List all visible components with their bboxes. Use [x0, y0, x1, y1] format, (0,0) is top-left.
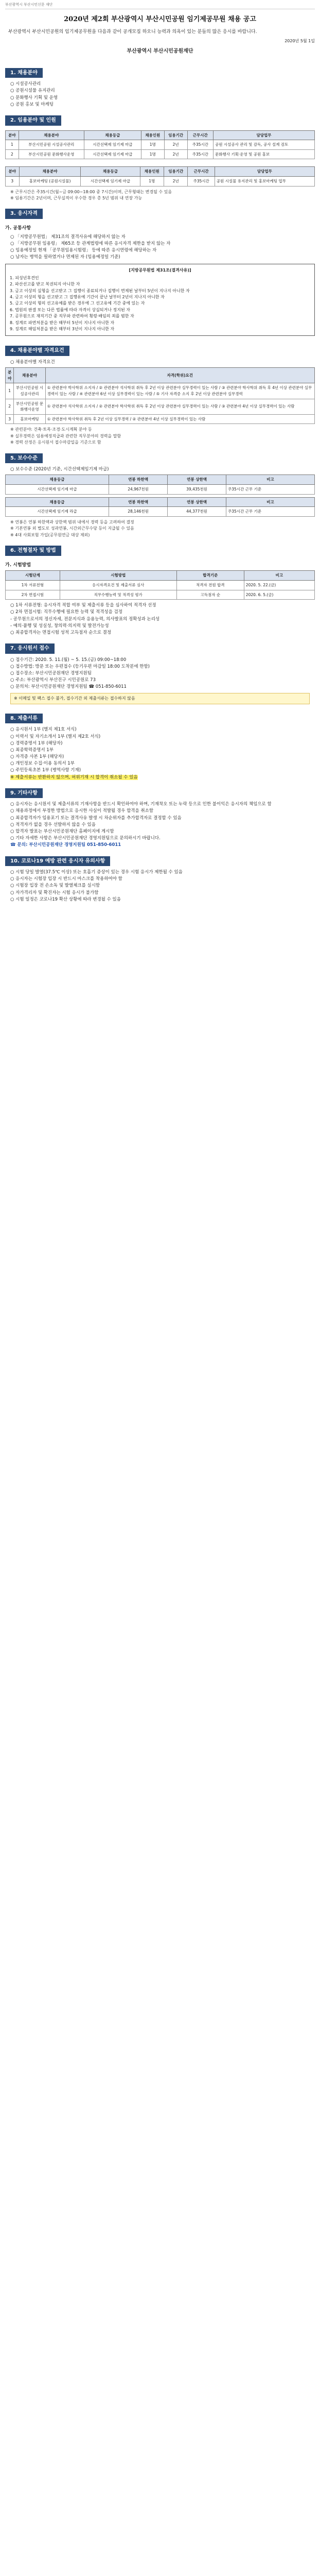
- table-cell: 1명: [141, 149, 164, 159]
- table-row: [6, 581, 315, 590]
- table-cell: 주35시간: [187, 149, 214, 159]
- table-cell: 2020. 6. 5.(금): [244, 590, 314, 600]
- column-header: 채용등급: [84, 130, 141, 140]
- column-header: 임용기간: [164, 130, 187, 140]
- section-1-list: [5, 81, 315, 108]
- list-item: 5. 금고 이상의 형의 선고유예를 받은 경우에 그 선고유예 기간 중에 있는 자: [10, 301, 145, 306]
- section-7-list: [5, 657, 315, 691]
- table-cell: 1차 서류전형: [6, 581, 60, 590]
- list-item: - 공무원으로서의 정신자세, 전문지식과 응용능력, 의사발표의 정확성과 논리성: [10, 616, 160, 622]
- table-cell: 2차 면접시험: [6, 590, 60, 600]
- section-9-list: [5, 801, 315, 842]
- column-header: 채용등급: [6, 475, 109, 485]
- table-cell: ① 관련분야 학사학위 취득 후 2년 이상 실무경력 / ② 관련분야 4년 이상 실무경력이 있는 사람: [45, 414, 314, 424]
- list-item: ○ 접수방법: 방문 또는 우편접수 (등기우편 마감일 18:00 도착분에 한함): [10, 664, 150, 669]
- table-cell: 부산시민공원 문화행사운영: [14, 399, 45, 414]
- list-item: 8. 징계로 파면처분을 받은 때부터 5년이 지나지 아니한 자: [10, 320, 115, 325]
- table-cell: 주35시간 근무 기준: [226, 484, 315, 494]
- list-item: ○ 문의처: 부산시민공원재단 경영지원팀 ☎ 051-850-6011: [10, 684, 127, 690]
- box-list: [10, 275, 310, 333]
- table-cell: 부산시민공원 시설공사관리: [14, 383, 45, 399]
- list-item: ※ 4대 사회보험 가입(공무원연금 대상 제외): [10, 532, 90, 537]
- list-item: 2. 파산선고를 받고 복권되지 아니한 자: [10, 282, 80, 287]
- list-item: ○ 공원시설물 유지관리: [10, 88, 55, 94]
- table-cell: 시간선택제 임기제 마급: [81, 177, 140, 187]
- table-header-row: [6, 497, 315, 507]
- subheading: 가. 공통사항: [5, 225, 31, 231]
- table-cell: 직무수행능력 및 적격성 평가: [60, 590, 176, 600]
- table-cell: 주35시간 근무 기준: [226, 507, 315, 517]
- table-cell: 시간선택제 임기제 마급: [84, 149, 141, 159]
- column-header: 분야: [6, 368, 14, 383]
- list-item: 7. 공무원으로 재직기간 중 직무와 관련하여 횡령·배임의 죄를 범한 자: [10, 314, 134, 319]
- contact-info: ☎ 문의: 부산시민공원재단 경영지원팀 051-850-6011: [10, 842, 121, 848]
- list-item: ○ 주소: 부산광역시 부산진구 시민공원로 73: [10, 677, 96, 683]
- list-item: ○ 응시자는 시험장 입장 시 반드시 마스크를 착용하여야 함: [10, 876, 122, 882]
- recruitment-table-2: [5, 166, 315, 186]
- list-item: ○ 문화행사 기획 및 운영: [10, 95, 58, 100]
- section-heading: 6. 전형절차 및 방법: [5, 546, 61, 556]
- document-title: 2020년 제2회 부산광역시 부산시민공원 임기제공무원 채용 공고: [64, 15, 256, 23]
- list-item: ○ 최종합격자가 임용포기 또는 결격사유 발생 시 차순위자를 추가합격자로 결정할 수 있음: [10, 815, 182, 821]
- column-header: 비고: [226, 475, 315, 485]
- list-item: ○ 1차 서류전형: 응시자격 적합 여부 및 제출서류 등을 심사하여 적격자 선정: [10, 603, 156, 608]
- list-item: ○ 개인정보 수집·이용 동의서 1부: [10, 761, 75, 767]
- table-row: [6, 149, 315, 159]
- list-item: ※ 경력 산정은 응시원서 접수마감일을 기준으로 함: [10, 440, 101, 445]
- column-header: 채용등급: [6, 497, 109, 507]
- table-cell: 1명: [140, 177, 164, 187]
- column-header: 채용등급: [81, 167, 140, 177]
- table-cell: 홍보마케팅 (공원시설물): [19, 177, 81, 187]
- list-item: ○ 응시자는 응시원서 및 제출서류의 기재사항을 반드시 확인하여야 하며, 기재착오 또는 누락 등으로 인한 불이익은 응시자의 책임으로 함: [10, 802, 272, 807]
- list-item: ○ 최종학력증명서 1부: [10, 747, 54, 753]
- list-item: ○ 시험 당일 발열(37.5℃ 이상) 또는 호흡기 증상이 있는 경우 시험 응시가 제한될 수 있음: [10, 870, 183, 875]
- list-item: 1. 피성년후견인: [10, 275, 39, 280]
- list-item: ○ 주민등록초본 1부 (병역사항 기재): [10, 768, 81, 773]
- list-item: ※ 근무시간은 주35시간(월~금 09:00~18:00 중 7시간)이며, 근무형태는 변경될 수 있음: [10, 189, 172, 194]
- table-cell: ① 관련분야 박사학위 소지자 / ② 관련분야 석사학위 취득 후 2년 이상 관련분야 실무경력이 있는 사람 / ③ 관련분야 학사학위 취득 후 4년 이상 관련분야 실무경력이 있는 사람 / ④ 관련분야 6년 이상 실무경력이 있는 사람 / ⑤ 기사 자격증 소지 후 2년 이상 관련분야 실무경력: [45, 383, 314, 399]
- table-cell: 24,967천원: [109, 484, 168, 494]
- section-5-notes: [5, 519, 315, 538]
- section-3-list: [5, 234, 315, 261]
- column-header: 연봉 상한액: [168, 497, 226, 507]
- list-item: 3. 금고 이상의 실형을 선고받고 그 집행이 종료되거나 집행이 면제된 날부터 5년이 지나지 아니한 자: [10, 288, 190, 293]
- list-item: 4. 금고 이상의 형을 선고받고 그 집행유예 기간이 끝난 날부터 2년이 지나지 아니한 자: [10, 295, 165, 300]
- application-notice: ※ 이메일 및 팩스 접수 불가, 접수기간 외 제출서류는 접수하지 않음: [10, 693, 310, 704]
- list-item: ○ 합격자 발표는 부산시민공원재단 홈페이지에 게시함: [10, 828, 114, 834]
- salary-table-2: [5, 497, 315, 517]
- column-header: 비고: [226, 497, 315, 507]
- section-heading: 2. 임용분야 및 인원: [5, 115, 61, 126]
- table-row: [6, 177, 315, 187]
- table-cell: ① 관련분야 석사학위 소지자 / ② 관련분야 학사학위 취득 후 2년 이상 관련분야 실무경력이 있는 사람 / ③ 관련분야 4년 이상 실무경력이 있는 사람: [45, 399, 314, 414]
- column-header: 분야: [6, 167, 20, 177]
- table-cell: 적격자 전원 합격: [176, 581, 244, 590]
- list-item: ○ 적격자가 없을 경우 선발하지 않을 수 있음: [10, 822, 96, 827]
- announcement-date: 2020년 5월 1일: [285, 38, 315, 43]
- column-header: 채용인원: [140, 167, 164, 177]
- section-heading: 3. 응시자격: [5, 209, 43, 219]
- table-cell: 주35시간: [188, 177, 215, 187]
- list-item: ○ 시험 일정은 코로나19 확산 상황에 따라 변경될 수 있음: [10, 896, 121, 902]
- list-item: ○ 경력증명서 1부 (해당자): [10, 740, 63, 746]
- header-left: 부산광역시 부산시민신문 재단: [5, 3, 53, 7]
- column-header: 근무시간: [187, 130, 214, 140]
- list-item: ○ 이력서 및 자기소개서 1부 (별지 제2호 서식): [10, 734, 101, 739]
- table-row: [6, 507, 315, 517]
- table-cell: 39,435천원: [168, 484, 226, 494]
- section-heading: 8. 제출서류: [5, 714, 43, 724]
- list-item: ○ 접수장소: 부산시민공원재단 경영지원팀: [10, 671, 92, 676]
- list-item: ○ 2차 면접시험: 직무수행에 필요한 능력 및 적격성을 검정: [10, 609, 122, 615]
- table-cell: 2: [6, 399, 14, 414]
- table-cell: 1명: [141, 140, 164, 150]
- list-item: 9. 징계로 해임처분을 받은 때부터 3년이 지나지 아니한 자: [10, 327, 115, 332]
- recruitment-table: [5, 130, 315, 160]
- table-cell: 문화행사 기획·운영 및 공원 홍보: [214, 149, 315, 159]
- section-6-list: [5, 602, 315, 636]
- list-item: ○ 최종합격자는 면접시험 성적 고득점자 순으로 결정: [10, 630, 112, 635]
- column-header: 근무시간: [188, 167, 215, 177]
- list-item: ○ 응시원서 1부 (별지 제1호 서식): [10, 727, 77, 733]
- section-heading: 9. 기타사항: [5, 788, 43, 799]
- table-cell: 시간선택제 임기제 마급: [6, 484, 109, 494]
- table-cell: 주35시간: [187, 140, 214, 150]
- column-header: 채용인원: [141, 130, 164, 140]
- list-item: ○ 접수기간: 2020. 5. 11.(월) ~ 5. 15.(금) 09:00~18:00: [10, 657, 127, 663]
- section-heading: 1. 채용분야: [5, 68, 43, 78]
- section-heading: 10. 코로나19 예방 관련 응시자 유의사항: [5, 856, 110, 867]
- organization-name: 부산광역시 부산시민공원재단: [127, 48, 193, 55]
- section-2-notes: [5, 189, 315, 202]
- section-8-list: [5, 726, 315, 774]
- subheading: 가. 시험방법: [5, 562, 31, 568]
- list-item: ○ 자가격리자 및 확진자는 시험 응시가 불가함: [10, 890, 99, 895]
- section-10-list: [5, 869, 315, 903]
- table-cell: 2020. 5. 22.(금): [244, 581, 314, 590]
- salary-table: [5, 474, 315, 494]
- table-header-row: [6, 167, 315, 177]
- intro-paragraph: 부산광역시 부산시민공원의 임기제공무원을 다음과 같이 공개모집 하오니 능력과 의욕이 있는 분들의 많은 응시를 바랍니다.: [8, 29, 257, 35]
- table-cell: 3: [6, 177, 20, 187]
- column-header: 분야: [6, 130, 19, 140]
- list-item: ※ 연봉은 연봉 하한액과 상한액 범위 내에서 경력 등을 고려하여 결정: [10, 519, 134, 524]
- list-item: ○ 임용예정일 현재 「공무원임용시험령」 등에 따른 응시연령에 해당하는 자: [10, 248, 157, 253]
- column-header: 채용분야: [19, 130, 84, 140]
- document-warning: ※ 제출서류는 반환하지 않으며, 허위기재 시 합격이 취소될 수 있음: [10, 774, 138, 780]
- column-header: 시험단계: [6, 571, 60, 581]
- list-item: ※ 임용기간은 2년이며, 근무실적이 우수한 경우 총 5년 범위 내 연장 가능: [10, 196, 143, 201]
- table-cell: 응시자격요건 및 제출서류 심사: [60, 581, 176, 590]
- column-header: 담당업무: [215, 167, 314, 177]
- table-cell: 고득점자 순: [176, 590, 244, 600]
- list-item: ※ 기본연봉 외 별도로 성과연봉, 시간외근무수당 등이 지급될 수 있음: [10, 526, 134, 531]
- list-item: 6. 법원의 판결 또는 다른 법률에 따라 자격이 상실되거나 정지된 자: [10, 307, 130, 312]
- column-header: 연봉 상한액: [168, 475, 226, 485]
- table-row: [6, 484, 315, 494]
- list-item: ※ 관련분야: 건축·토목·조경·도시계획 분야 등: [10, 427, 92, 432]
- qualification-table: [5, 367, 315, 424]
- table-cell: 44,377천원: [168, 507, 226, 517]
- list-item: ○ 채용과정에서 부정한 방법으로 응시한 사실이 적발될 경우 합격을 취소함: [10, 808, 154, 814]
- section-4-intro: ○ 채용분야별 자격요건: [10, 359, 55, 365]
- table-cell: 시간선택제 임기제 라급: [6, 507, 109, 517]
- table-cell: 시간선택제 임기제 마급: [84, 140, 141, 150]
- table-row: [6, 590, 315, 600]
- table-row: [6, 399, 315, 414]
- list-item: - 예의·품행 및 성실성, 창의력·의지력 및 발전가능성: [10, 623, 109, 629]
- table-header-row: [6, 475, 315, 485]
- table-cell: 공원 시설공사 관리 및 감독, 공사 설계 검토: [214, 140, 315, 150]
- list-item: ○ 「지방공무원법」 제31조의 결격사유에 해당하지 않는 자: [10, 234, 126, 240]
- table-cell: 홍보마케팅: [14, 414, 45, 424]
- box-title: [지방공무원법 제31조(결격사유)]: [129, 267, 191, 273]
- document-header: [5, 2, 315, 9]
- list-item: ○ 기타 자세한 사항은 부산시민공원재단 경영지원팀으로 문의하시기 바랍니다.: [10, 836, 161, 841]
- table-row: [6, 414, 315, 424]
- column-header: 연봉 하한액: [109, 475, 168, 485]
- table-cell: 2년: [164, 149, 187, 159]
- table-cell: 공원 시설물 유지관리 및 홍보마케팅 업무: [215, 177, 314, 187]
- column-header: 채용분야: [19, 167, 81, 177]
- list-item: ○ 남자는 병역을 필하였거나 면제된 자 (임용예정일 기준): [10, 255, 120, 260]
- table-cell: 부산시민공원 문화행사운영: [19, 149, 84, 159]
- table-row: [6, 140, 315, 150]
- table-header-row: [6, 130, 315, 140]
- section-heading: 5. 보수수준: [5, 453, 43, 464]
- column-header: 비고: [244, 571, 314, 581]
- list-item: ○ 「지방공무원 임용령」 제65조 등 관계법령에 따른 응시자격 제한을 받지 않는 자: [10, 241, 171, 247]
- column-header: 합격기준: [176, 571, 244, 581]
- column-header: 임용기간: [164, 167, 188, 177]
- list-item: ○ 공원 홍보 및 마케팅: [10, 101, 54, 107]
- list-item: ○ 시설공사관리: [10, 81, 41, 87]
- table-cell: 2년: [164, 177, 188, 187]
- table-cell: 부산시민공원 시설공사관리: [19, 140, 84, 150]
- disqualification-box: [5, 264, 315, 336]
- column-header: 자격(학위)요건: [45, 368, 314, 383]
- table-cell: 28,146천원: [109, 507, 168, 517]
- column-header: 연봉 하한액: [109, 497, 168, 507]
- table-cell: 2: [6, 149, 19, 159]
- table-header-row: [6, 571, 315, 581]
- table-cell: 3: [6, 414, 14, 424]
- exam-table: [5, 570, 315, 600]
- table-cell: 1: [6, 140, 19, 150]
- section-heading: 4. 채용분야별 자격요건: [5, 346, 69, 356]
- section-4-notes: [5, 427, 315, 446]
- table-cell: 1: [6, 383, 14, 399]
- table-header-row: [6, 368, 315, 383]
- section-heading: 7. 응시원서 접수: [5, 643, 55, 654]
- column-header: 채용분야: [14, 368, 45, 383]
- section-5-sub: ○ 보수수준 (2020년 기준, 시간선택제임기제 마급): [10, 467, 109, 472]
- list-item: ○ 시험장 입장 전 손소독 및 발열체크를 실시함: [10, 883, 100, 889]
- list-item: ※ 실무경력은 임용예정직급과 관련한 직무분야의 경력을 말함: [10, 433, 121, 438]
- column-header: 시험방법: [60, 571, 176, 581]
- column-header: 담당업무: [214, 130, 315, 140]
- table-cell: 2년: [164, 140, 187, 150]
- list-item: ○ 자격증 사본 1부 (해당자): [10, 754, 64, 760]
- table-row: [6, 383, 315, 399]
